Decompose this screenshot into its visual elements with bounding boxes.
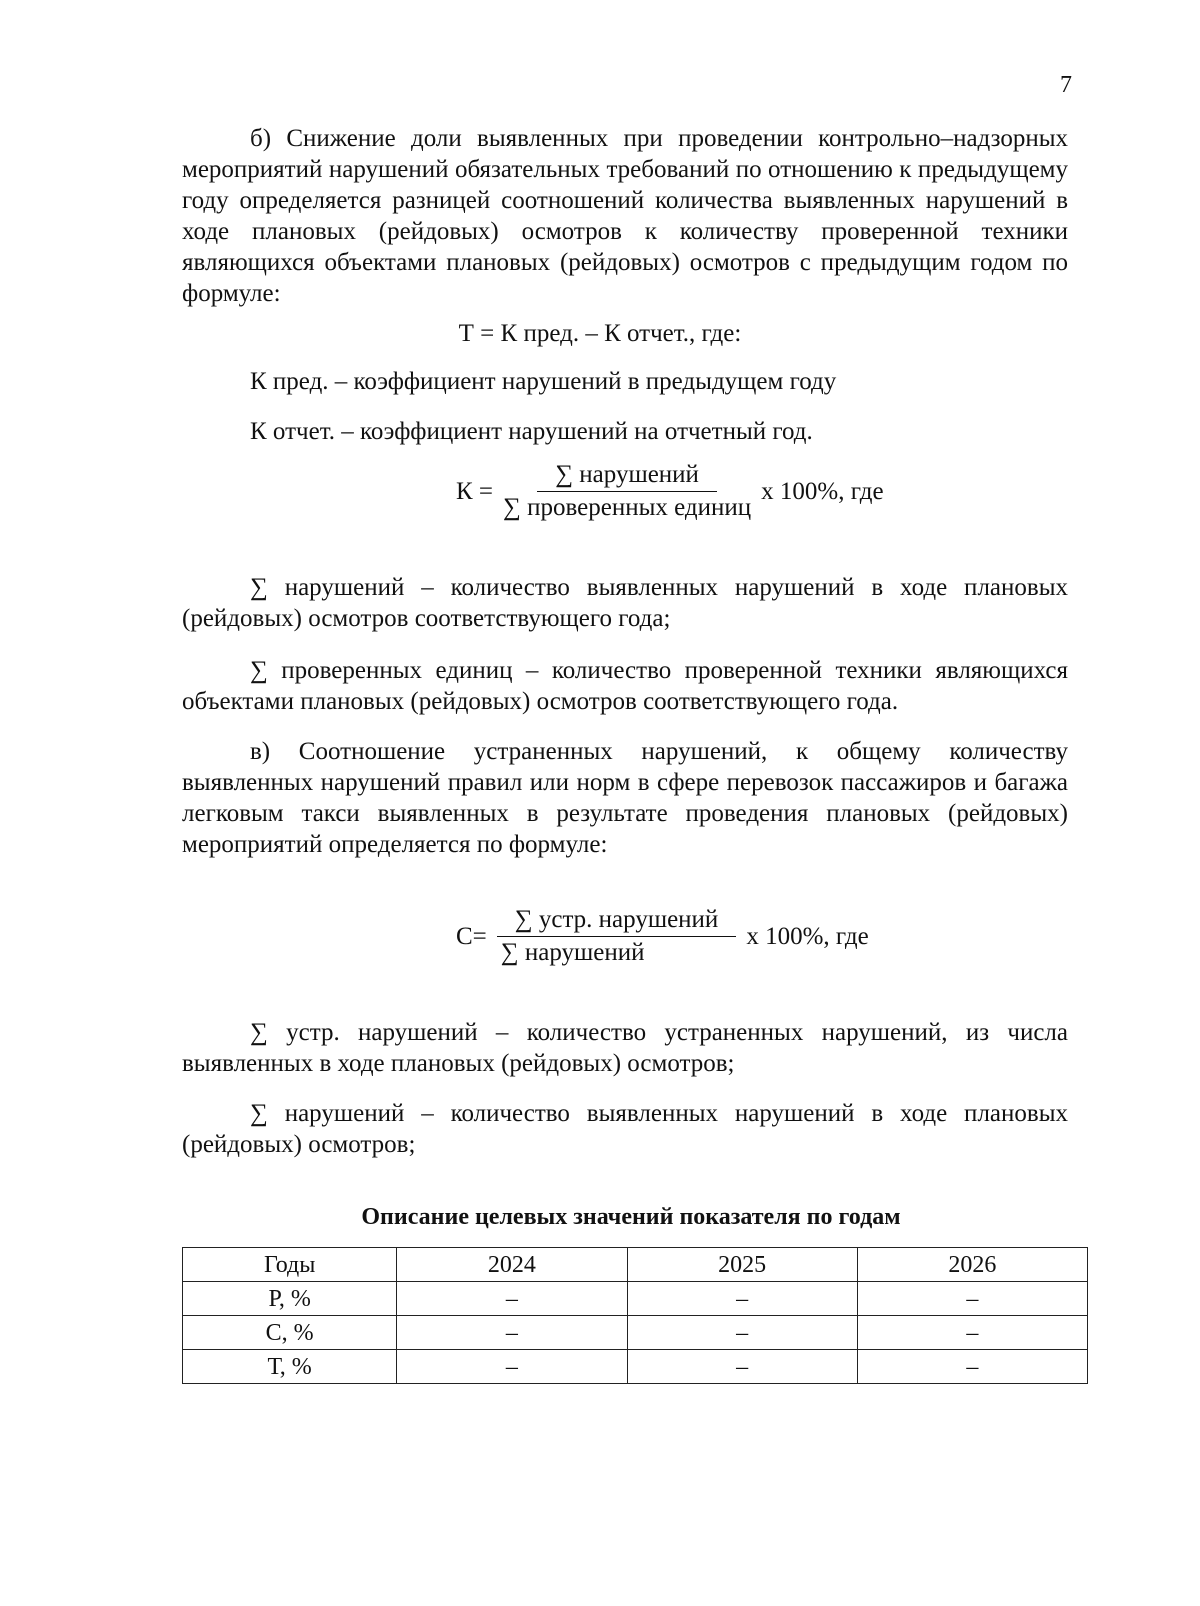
- targets-table-title: Описание целевых значений показателя по годам: [361, 1204, 901, 1230]
- formula-k-numerator: ∑ нарушений: [537, 460, 717, 492]
- formula-k-denominator: ∑ проверенных единиц: [503, 494, 752, 521]
- table-cell: –: [857, 1316, 1087, 1350]
- definition-sum-units: ∑ проверенных единиц – количество проверенной техники являющихся объектами плановых (рейдовых) осмотров соответствующего года.: [182, 657, 1068, 715]
- definition-sum-fixed: ∑ устр. нарушений – количество устраненных нарушений, из числа выявленных в ходе плановых (рейдовых) осмотров;: [182, 1019, 1068, 1077]
- formula-t: Т = К пред. – К отчет., где:: [458, 320, 742, 347]
- table-header-row: [183, 1248, 1088, 1282]
- row-label: Р, %: [183, 1282, 397, 1316]
- table-row: [183, 1282, 1088, 1316]
- table-cell: –: [397, 1350, 627, 1384]
- table-cell: –: [627, 1316, 857, 1350]
- section-b-intro: б) Снижение доли выявленных при проведении контрольно–надзорных мероприятий нарушений обязательных требований по отношению к предыдущему году определяется разницей соотношений количества выявленных нарушений в ходе плановых (рейдовых) осмотров к количеству проверенной техники являющихся объектами плановых (рейдовых) осмотров с предыдущим годом по формуле:: [182, 125, 1068, 307]
- table-cell: –: [627, 1350, 857, 1384]
- formula-k-rhs: х 100%, где: [761, 477, 884, 505]
- table-header-cell: Годы: [183, 1248, 397, 1282]
- table-header-cell: 2026: [857, 1248, 1087, 1282]
- definition-sum-violations-2: ∑ нарушений – количество выявленных нарушений в ходе плановых (рейдовых) осмотров;: [182, 1100, 1068, 1158]
- table-cell: –: [627, 1282, 857, 1316]
- table-header-cell: 2024: [397, 1248, 627, 1282]
- formula-k: [456, 460, 884, 523]
- formula-c: [456, 905, 869, 968]
- formula-k-fraction: [503, 460, 751, 523]
- table-cell: –: [397, 1316, 627, 1350]
- formula-c-fraction: [497, 905, 737, 968]
- table-header-cell: 2025: [627, 1248, 857, 1282]
- table-row: [183, 1350, 1088, 1384]
- table-cell: –: [857, 1350, 1087, 1384]
- targets-table: [182, 1247, 1088, 1384]
- row-label: С, %: [183, 1316, 397, 1350]
- definition-k-otchet: К отчет. – коэффициент нарушений на отчетный год.: [250, 418, 813, 445]
- formula-c-denominator: ∑ нарушений: [500, 939, 645, 966]
- section-v-intro: в) Соотношение устраненных нарушений, к общему количеству выявленных нарушений правил или норм в сфере перевозок пассажиров и багажа легковым такси выявленных в результате проведения плановых (рейдовых) мероприятий определяется по формуле:: [182, 738, 1068, 858]
- formula-c-rhs: х 100%, где: [746, 922, 869, 950]
- formula-c-lhs: С=: [456, 922, 487, 950]
- table-cell: –: [857, 1282, 1087, 1316]
- formula-c-numerator: ∑ устр. нарушений: [497, 905, 737, 937]
- definition-k-pred: К пред. – коэффициент нарушений в предыдущем году: [250, 368, 837, 395]
- formula-k-lhs: К =: [456, 477, 494, 505]
- page-number: 7: [1060, 72, 1072, 98]
- table-cell: –: [397, 1282, 627, 1316]
- table-row: [183, 1316, 1088, 1350]
- row-label: Т, %: [183, 1350, 397, 1384]
- definition-sum-violations: ∑ нарушений – количество выявленных нарушений в ходе плановых (рейдовых) осмотров соответствующего года;: [182, 574, 1068, 632]
